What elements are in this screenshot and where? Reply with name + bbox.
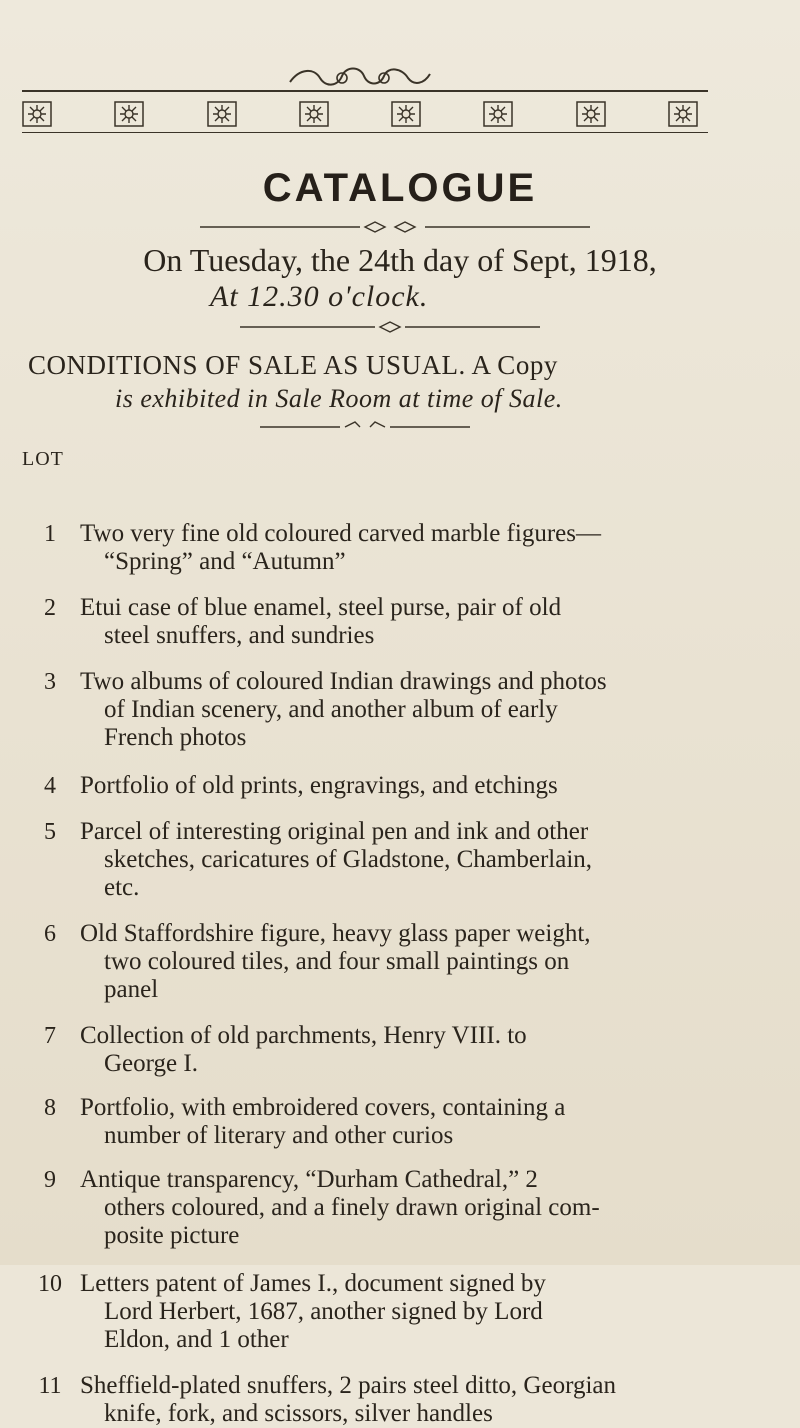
lot-description-line: Etui case of blue enamel, steel purse, pair of old bbox=[80, 594, 562, 621]
floral-motif-icon bbox=[389, 99, 423, 129]
lot-number: 8 bbox=[44, 1095, 56, 1121]
floral-motif-icon bbox=[574, 99, 608, 129]
lot-description-line: Portfolio, with embroidered covers, containing a bbox=[80, 1094, 566, 1121]
floral-motif-icon bbox=[481, 99, 515, 129]
lot-description-line: Old Staffordshire figure, heavy glass paper weight, bbox=[80, 920, 591, 947]
conditions-line: CONDITIONS OF SALE AS USUAL. A Copy bbox=[28, 350, 558, 380]
lot-description-line: George I. bbox=[104, 1050, 198, 1077]
floral-motif-icon bbox=[297, 99, 331, 129]
lot-description-line: Antique transparency, “Durham Cathedral,” 2 bbox=[80, 1166, 538, 1193]
lot-description-line: etc. bbox=[104, 874, 140, 901]
lot-number: 3 bbox=[44, 669, 56, 695]
divider-ornament-icon bbox=[240, 320, 540, 334]
lot-description bbox=[80, 668, 730, 752]
lot-number: 10 bbox=[38, 1271, 62, 1297]
lot-description-line: number of literary and other curios bbox=[104, 1122, 454, 1149]
divider-ornament-icon bbox=[200, 220, 590, 234]
floral-motif-icon bbox=[20, 99, 54, 129]
lot-number: 11 bbox=[38, 1373, 62, 1399]
header-rule bbox=[22, 90, 708, 92]
lot-description-line: others coloured, and a finely drawn original com- bbox=[104, 1194, 600, 1221]
lot-number: 6 bbox=[44, 921, 56, 947]
lot-description-line: Portfolio of old prints, engravings, and etchings bbox=[80, 772, 558, 799]
lot-description bbox=[80, 1094, 730, 1150]
lot-description bbox=[80, 1022, 730, 1078]
catalogue-title: CATALOGUE bbox=[262, 166, 538, 210]
lot-description-line: of Indian scenery, and another album of early bbox=[104, 696, 558, 723]
lot-description-line: steel snuffers, and sundries bbox=[104, 622, 375, 649]
lot-description-line: Collection of old parchments, Henry VIII. to bbox=[80, 1022, 527, 1049]
lot-number: 2 bbox=[44, 595, 56, 621]
lot-description bbox=[80, 520, 730, 576]
floral-motif-icon bbox=[666, 99, 700, 129]
lot-description bbox=[80, 1372, 730, 1428]
lot-description-line: Sheffield-plated snuffers, 2 pairs steel ditto, Georgian bbox=[80, 1372, 616, 1399]
lot-description-line: “Spring” and “Autumn” bbox=[104, 548, 346, 575]
floral-motif-icon bbox=[112, 99, 146, 129]
lot-description bbox=[80, 818, 730, 902]
sale-date-line: On Tuesday, the 24th day of Sept, 1918, bbox=[143, 242, 657, 278]
lot-description-line: Parcel of interesting original pen and ink and other bbox=[80, 818, 589, 845]
lot-number: 5 bbox=[44, 819, 56, 845]
border-rule bbox=[22, 132, 708, 133]
lot-description-line: posite picture bbox=[104, 1222, 240, 1249]
lot-description bbox=[80, 594, 730, 650]
divider-ornament-icon bbox=[260, 420, 470, 434]
lot-number: 9 bbox=[44, 1167, 56, 1193]
lot-description-line: two coloured tiles, and four small paintings on bbox=[104, 948, 570, 975]
lot-description bbox=[80, 920, 730, 1004]
lot-description-line: French photos bbox=[104, 724, 247, 751]
lot-description-line: sketches, caricatures of Gladstone, Chamberlain, bbox=[104, 846, 593, 873]
lot-number: 4 bbox=[44, 773, 56, 799]
lot-description bbox=[80, 1166, 730, 1250]
lot-description bbox=[80, 1270, 730, 1354]
decorative-border bbox=[20, 96, 700, 132]
lot-description-line: Lord Herbert, 1687, another signed by Lord bbox=[104, 1298, 543, 1325]
lot-description bbox=[80, 772, 730, 800]
lot-column-heading: LOT bbox=[22, 448, 64, 470]
floral-motif-icon bbox=[205, 99, 239, 129]
scroll-ornament-icon bbox=[280, 64, 440, 90]
exhibited-line: is exhibited in Sale Room at time of Sale. bbox=[115, 384, 563, 413]
lot-number: 7 bbox=[44, 1023, 56, 1049]
lot-number: 1 bbox=[44, 521, 56, 547]
sale-time-line: At 12.30 o'clock. bbox=[210, 280, 429, 313]
lot-description-line: Eldon, and 1 other bbox=[104, 1326, 289, 1353]
lot-description-line: Two albums of coloured Indian drawings and photos bbox=[80, 668, 607, 695]
lot-description-line: panel bbox=[104, 976, 159, 1003]
lot-description-line: Letters patent of James I., document signed by bbox=[80, 1270, 546, 1297]
lot-description-line: knife, fork, and scissors, silver handles bbox=[104, 1400, 493, 1427]
lot-description-line: Two very fine old coloured carved marble figures— bbox=[80, 520, 601, 547]
